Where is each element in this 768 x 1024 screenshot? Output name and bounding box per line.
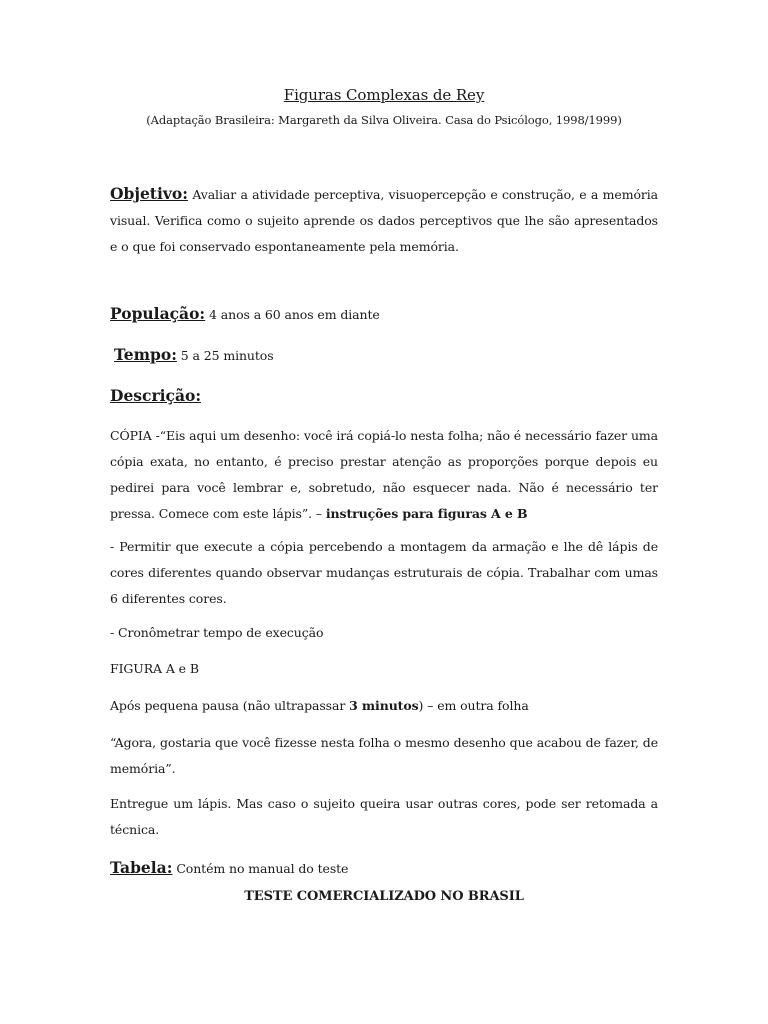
pausa-text-after: ) – em outra folha (418, 698, 529, 713)
tabela-text: Contém no manual do teste (176, 861, 349, 876)
document-subtitle: (Adaptação Brasileira: Margareth da Silva Oliveira. Casa do Psicólogo, 1998/1999) (146, 113, 622, 127)
pausa-bold-text: 3 minutos (349, 698, 419, 713)
document-page (110, 0, 658, 1024)
copia-bold-text: instruções para figuras A e B (325, 506, 528, 521)
tabela-heading: Tabela: (110, 858, 173, 877)
objetivo-text: Avaliar a atividade perceptiva, visuopercepção e construção, e a memória visual. Verifica como o sujeito aprende os dados perceptivos que lhe são apresentados e o que foi conservado espontaneamente pela memória. (110, 187, 658, 254)
populacao-text: 4 anos a 60 anos em diante (209, 307, 380, 322)
copia-text: CÓPIA -“Eis aqui um desenho: você irá copiá-lo nesta folha; não é necessário fazer uma cópia exata, no entanto, é preciso prestar atenção as proporções porque depois eu pedirei para você lembrar e, sobretudo, não esquecer nada. Não é necessário ter pressa. Comece com este lápis”. – (110, 428, 658, 521)
pausa-text-before: Após pequena pausa (não ultrapassar (110, 698, 346, 713)
tempo-section (114, 342, 662, 369)
copia-paragraph (110, 423, 658, 527)
descricao-section (110, 383, 658, 410)
tempo-heading: Tempo: (114, 345, 177, 364)
agora-paragraph: “Agora, gostaria que você fizesse nesta folha o mesmo desenho que acabou de fazer, de memória”. (110, 735, 658, 776)
pausa-paragraph (110, 693, 658, 719)
descricao-heading: Descrição: (110, 386, 202, 405)
populacao-heading: População: (110, 304, 206, 323)
tempo-text: 5 a 25 minutos (180, 348, 274, 363)
figura-paragraph: FIGURA A e B (110, 661, 199, 676)
cronometrar-paragraph: - Cronômetrar tempo de execução (110, 625, 324, 640)
objetivo-heading: Objetivo: (110, 184, 188, 203)
footer-notice: TESTE COMERCIALIZADO NO BRASIL (244, 889, 524, 904)
document-title: Figuras Complexas de Rey (283, 86, 485, 104)
permitir-paragraph: - Permitir que execute a cópia percebendo a montagem da armação e lhe dê lápis de cores diferentes quando observar mudanças estruturais de cópia. Trabalhar com umas 6 diferentes cores. (110, 539, 658, 606)
entregue-paragraph: Entregue um lápis. Mas caso o sujeito queira usar outras cores, pode ser retomada a técnica. (110, 796, 658, 837)
tabela-section (110, 855, 658, 882)
populacao-section (110, 301, 658, 328)
objetivo-section (110, 181, 658, 260)
